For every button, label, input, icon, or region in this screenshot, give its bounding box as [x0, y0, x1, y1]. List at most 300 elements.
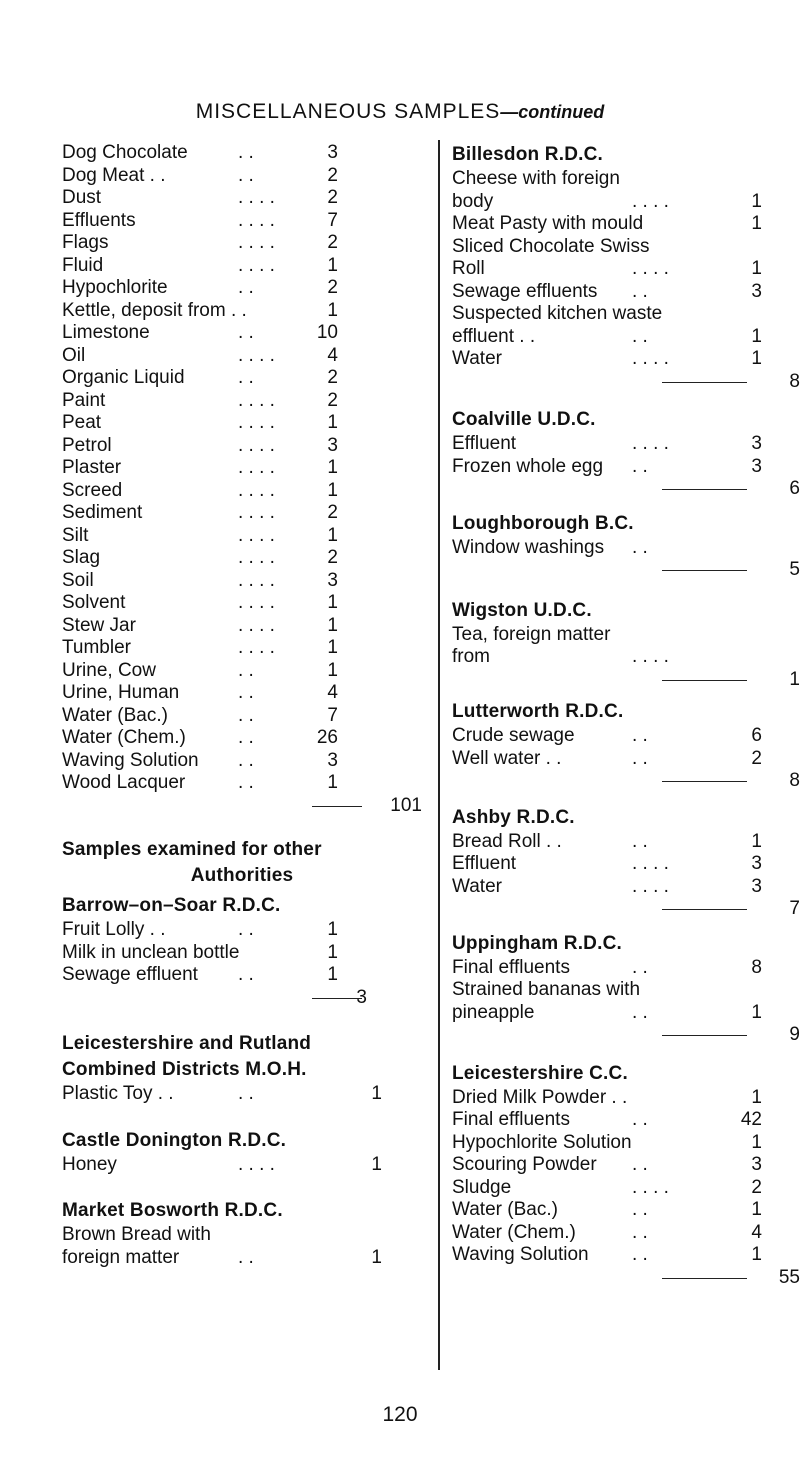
section-heading: Ashby R.D.C.	[452, 806, 575, 828]
list-item	[62, 615, 422, 638]
leader-dots: . . . .	[238, 637, 275, 658]
subtotal-rule	[662, 909, 747, 910]
column-divider	[438, 140, 440, 1370]
list-item	[452, 979, 762, 1002]
list-item	[452, 326, 762, 349]
item-count: 2	[327, 277, 338, 298]
list-item	[452, 1199, 762, 1222]
leader-dots: . .	[238, 277, 254, 298]
item-count: 2	[327, 232, 338, 253]
list-item	[452, 748, 762, 771]
spacer	[62, 817, 422, 837]
leader-dots: . . . .	[238, 592, 275, 613]
list-item	[62, 300, 422, 323]
list-item	[62, 255, 422, 278]
spacer	[452, 793, 762, 805]
leader-dots: . .	[238, 682, 254, 703]
item-count: 1	[751, 213, 762, 234]
item-count: 7	[327, 209, 338, 231]
item-count: 1	[327, 457, 338, 478]
subtotal-row	[452, 1024, 800, 1047]
item-label: Window washings	[452, 536, 605, 558]
item-label: Scouring Powder	[452, 1154, 597, 1175]
item-label: Water (Chem.)	[452, 1221, 576, 1243]
item-label: Cheese with foreign	[452, 168, 620, 189]
leader-dots: . .	[238, 964, 254, 985]
list-item	[62, 480, 422, 503]
leader-dots: . .	[238, 659, 254, 681]
item-label: Water (Chem.)	[62, 727, 186, 748]
item-count: 1	[327, 919, 338, 940]
item-count: 3	[751, 853, 762, 874]
item-count: 4	[327, 682, 338, 703]
spacer	[452, 1047, 762, 1061]
item-count: 1	[751, 258, 762, 279]
list-item	[452, 646, 762, 669]
subtotal-value: 8	[789, 370, 800, 392]
item-count: 3	[751, 280, 762, 302]
item-label: Slag	[62, 547, 101, 568]
leader-dots: . . . .	[238, 209, 275, 231]
item-label: Kettle, deposit from . .	[62, 299, 247, 321]
item-label: Meat Pasty with mould	[452, 213, 644, 234]
section-heading: Samples examined for other	[62, 839, 322, 860]
list-item	[452, 831, 762, 854]
section-heading: Barrow–on–Soar R.D.C.	[62, 895, 281, 916]
leader-dots: . .	[238, 164, 254, 186]
list-item	[62, 592, 422, 615]
subtotal-rule	[662, 382, 747, 383]
item-label: Waving Solution	[62, 749, 199, 771]
list-item	[452, 236, 762, 259]
item-label: Dust	[62, 187, 102, 208]
item-count: 1	[327, 524, 338, 546]
subtotal-value: 3	[356, 986, 367, 1008]
leader-dots: . .	[238, 1083, 254, 1104]
title-text: MISCELLANEOUS SAMPLES	[195, 100, 501, 123]
item-label: Water (Bac.)	[62, 704, 168, 726]
subtotal-row	[452, 1266, 800, 1290]
subtotal-rule	[662, 1035, 747, 1036]
spacer	[452, 393, 762, 407]
spacer	[452, 501, 762, 511]
list-item	[62, 525, 422, 548]
list-item	[452, 303, 762, 326]
item-label: Fruit Lolly . .	[62, 919, 166, 940]
subtotal-value: 5	[789, 559, 800, 580]
item-count: 1	[751, 1001, 762, 1023]
item-label: Effluent	[452, 853, 517, 874]
section-heading: Combined Districts M.O.H.	[62, 1059, 307, 1080]
list-item	[452, 348, 762, 371]
list-item	[452, 1002, 762, 1025]
item-count: 1	[327, 964, 338, 985]
list-item	[62, 232, 422, 255]
leader-dots: . .	[238, 1246, 254, 1268]
item-label: Effluents	[62, 209, 136, 231]
item-count: 1	[751, 348, 762, 369]
subtotal-row	[452, 478, 800, 501]
item-count: 26	[316, 727, 338, 748]
item-count: 1	[327, 592, 338, 613]
subtotal-value: 9	[789, 1024, 800, 1045]
spacer	[452, 691, 762, 699]
item-count: 1	[751, 1086, 762, 1108]
item-count: 2	[327, 389, 338, 411]
item-count: 1	[371, 1153, 382, 1175]
subtotal-rule	[662, 570, 747, 571]
list-item	[452, 1154, 762, 1177]
item-count: 10	[316, 322, 338, 343]
list-item	[62, 547, 422, 570]
list-item	[452, 725, 762, 748]
list-item	[452, 168, 762, 191]
list-item	[62, 367, 422, 390]
subtotal-row	[62, 795, 422, 818]
item-count: 2	[327, 164, 338, 186]
spacer	[452, 921, 762, 931]
item-count: 1	[327, 637, 338, 658]
item-label: Sludge	[452, 1176, 512, 1198]
item-label: Paint	[62, 389, 106, 411]
item-label: Roll	[452, 258, 485, 279]
subtotal-rule	[662, 1278, 747, 1279]
spacer	[62, 1009, 422, 1031]
item-label: Wood Lacquer	[62, 772, 186, 793]
item-label: Water	[452, 875, 502, 897]
leader-dots: . . . .	[238, 547, 275, 568]
section-heading: Billesdon R.D.C.	[452, 144, 603, 165]
item-label: Water (Bac.)	[452, 1199, 558, 1220]
left-column	[62, 142, 422, 1269]
subtotal-rule	[312, 806, 362, 807]
item-label: Honey	[62, 1153, 117, 1175]
section-heading: Leicestershire and Rutland	[62, 1033, 312, 1054]
item-label: Soil	[62, 569, 94, 591]
list-item	[452, 624, 762, 647]
leader-dots: . . . .	[632, 348, 669, 369]
item-label: Tumbler	[62, 637, 131, 658]
list-item	[452, 213, 762, 236]
list-item	[62, 502, 422, 525]
item-count: 1	[751, 1131, 762, 1153]
leader-dots: . .	[632, 1109, 648, 1130]
list-item	[452, 1177, 762, 1200]
subtotal-value: 8	[789, 770, 800, 791]
item-count: 1	[371, 1246, 382, 1268]
item-count: 6	[751, 725, 762, 746]
leader-dots: . .	[632, 1001, 648, 1023]
leader-dots: . .	[238, 772, 254, 793]
leader-dots: . . . .	[238, 344, 275, 366]
item-label: pineapple	[452, 1001, 535, 1023]
subtotal-row	[452, 898, 800, 921]
list-item	[452, 191, 762, 214]
item-label: Plaster	[62, 457, 122, 478]
item-count: 1	[371, 1083, 382, 1104]
list-item	[62, 412, 422, 435]
item-label: Silt	[62, 524, 89, 546]
leader-dots: . . . .	[238, 254, 275, 276]
spacer	[62, 1176, 422, 1198]
section-heading: Wigston U.D.C.	[452, 599, 592, 621]
item-label: Tea, foreign matter	[452, 623, 611, 645]
leader-dots: . . . .	[632, 853, 669, 874]
subtotal-value: 101	[390, 794, 422, 816]
leader-dots: . . . .	[238, 434, 275, 456]
list-item	[452, 1087, 762, 1110]
item-label: Sewage effluent	[62, 964, 198, 985]
item-label: Dog Meat . .	[62, 164, 166, 186]
item-label: Organic Liquid	[62, 367, 185, 388]
leader-dots: . . . .	[238, 412, 275, 433]
section-heading: Market Bosworth R.D.C.	[62, 1200, 283, 1221]
subtotal-row	[452, 559, 800, 582]
leader-dots: . .	[632, 1244, 648, 1265]
leader-dots: . .	[632, 280, 648, 302]
leader-dots: . .	[632, 536, 648, 558]
leader-dots: . . . .	[632, 1176, 669, 1198]
leader-dots: . . . .	[238, 614, 275, 636]
list-item	[62, 322, 422, 345]
leader-dots: . .	[238, 919, 254, 940]
leader-dots: . .	[632, 325, 648, 347]
leader-dots: . .	[238, 749, 254, 771]
subtotal-rule	[662, 680, 747, 681]
right-column	[452, 142, 800, 1305]
list-item	[62, 187, 422, 210]
list-item	[452, 1222, 762, 1245]
item-count: 2	[327, 367, 338, 388]
leader-dots: . . . .	[238, 232, 275, 253]
leader-dots: . . . .	[238, 479, 275, 501]
leader-dots: . . . .	[632, 258, 669, 279]
leader-dots: . .	[238, 727, 254, 748]
leader-dots: . .	[238, 367, 254, 388]
subtotal-value: 7	[789, 898, 800, 919]
list-item	[62, 682, 422, 705]
leader-dots: . . . .	[632, 190, 669, 212]
item-label: Final effluents	[452, 956, 570, 978]
list-item	[452, 957, 762, 980]
leader-dots: . . . .	[238, 389, 275, 411]
list-item	[62, 942, 422, 965]
subtotal-row	[452, 668, 800, 692]
item-label: Bread Roll . .	[452, 830, 562, 852]
list-item	[452, 853, 762, 876]
leader-dots: . .	[632, 747, 648, 769]
section-heading: Coalville U.D.C.	[452, 409, 596, 430]
item-count: 1	[327, 659, 338, 681]
list-item	[62, 210, 422, 233]
leader-dots: . .	[632, 455, 648, 477]
item-label: Milk in unclean bottle	[62, 941, 240, 963]
item-label: foreign matter	[62, 1246, 180, 1268]
item-label: Sliced Chocolate Swiss	[452, 235, 650, 257]
item-count: 1	[327, 479, 338, 501]
leader-dots: . . . .	[238, 187, 275, 208]
list-item	[62, 390, 422, 413]
item-label: Plastic Toy . .	[62, 1083, 174, 1104]
list-item	[62, 570, 422, 593]
list-item	[62, 964, 422, 987]
leader-dots: . .	[238, 322, 254, 343]
spacer	[62, 1106, 422, 1128]
item-label: Waving Solution	[452, 1244, 589, 1265]
title-continued: —continued	[500, 102, 605, 122]
item-label: Water	[452, 348, 502, 369]
item-count: 8	[751, 956, 762, 978]
item-label: Final effluents	[452, 1109, 570, 1130]
item-count: 2	[327, 502, 338, 523]
item-label: Urine, Human	[62, 682, 180, 703]
item-label: Urine, Cow	[62, 659, 156, 681]
section-heading: Uppingham R.D.C.	[452, 932, 622, 954]
item-count: 1	[751, 830, 762, 852]
leader-dots: . . . .	[632, 646, 669, 667]
list-item	[62, 705, 422, 728]
list-item	[62, 345, 422, 368]
item-label: Petrol	[62, 434, 112, 456]
item-count: 3	[751, 433, 762, 454]
item-count: 2	[751, 747, 762, 769]
item-label: Effluent	[452, 433, 517, 454]
item-count: 1	[327, 299, 338, 321]
subtotal-rule	[662, 489, 747, 490]
leader-dots: . .	[632, 830, 648, 852]
item-label: Sewage effluents	[452, 280, 598, 302]
item-label: Hypochlorite Solution	[452, 1131, 632, 1153]
list-item	[62, 772, 422, 795]
list-item	[62, 727, 422, 750]
list-item	[452, 537, 762, 560]
item-count: 1	[327, 614, 338, 636]
subtotal-rule	[662, 781, 747, 782]
item-count: 7	[327, 704, 338, 726]
leader-dots: . .	[632, 956, 648, 978]
list-item	[62, 660, 422, 683]
leader-dots: . . . .	[632, 433, 669, 454]
list-item	[62, 1083, 422, 1106]
list-item	[62, 165, 422, 188]
list-item	[452, 456, 762, 479]
item-count: 1	[751, 1199, 762, 1220]
item-count: 42	[740, 1109, 762, 1130]
list-item	[62, 1247, 422, 1270]
item-label: Frozen whole egg	[452, 455, 604, 477]
item-label: Peat	[62, 412, 102, 433]
item-label: Strained bananas with	[452, 979, 641, 1000]
section-heading: Leicestershire C.C.	[452, 1062, 628, 1084]
item-count: 1	[327, 772, 338, 793]
item-label: Stew Jar	[62, 614, 136, 636]
item-label: body	[452, 190, 494, 212]
list-item	[62, 1224, 422, 1247]
subtotal-row	[62, 987, 422, 1010]
item-label: Solvent	[62, 592, 126, 613]
item-label: Oil	[62, 344, 86, 366]
item-count: 4	[751, 1221, 762, 1243]
section-heading: Loughborough B.C.	[452, 512, 634, 534]
section-heading: Authorities	[190, 865, 294, 886]
leader-dots: . .	[632, 725, 648, 746]
leader-dots: . .	[238, 704, 254, 726]
subtotal-row	[452, 770, 800, 793]
item-label: Screed	[62, 479, 123, 501]
list-item	[452, 433, 762, 456]
item-label: Brown Bread with	[62, 1224, 211, 1245]
item-count: 3	[327, 749, 338, 771]
item-label: Well water . .	[452, 747, 562, 769]
item-count: 3	[327, 142, 338, 163]
list-item	[452, 1109, 762, 1132]
list-item	[62, 457, 422, 480]
item-label: Limestone	[62, 322, 150, 343]
item-count: 3	[751, 875, 762, 897]
list-item	[452, 876, 762, 899]
subtotal-row	[452, 370, 800, 394]
leader-dots: . . . .	[238, 502, 275, 523]
item-label: Hypochlorite	[62, 277, 168, 298]
item-label: Sediment	[62, 502, 143, 523]
item-count: 1	[751, 190, 762, 212]
subtotal-value: 6	[789, 478, 800, 499]
leader-dots: . . . .	[238, 457, 275, 478]
leader-dots: . .	[238, 142, 254, 163]
list-item	[452, 258, 762, 281]
item-count: 3	[327, 434, 338, 456]
item-label: Dog Chocolate	[62, 142, 188, 163]
item-count: 1	[327, 254, 338, 276]
spacer	[452, 1289, 762, 1305]
list-item	[452, 1132, 762, 1155]
item-count: 1	[751, 325, 762, 347]
list-item	[62, 919, 422, 942]
item-count: 2	[327, 187, 338, 208]
item-label: Fluid	[62, 254, 104, 276]
item-count: 3	[751, 1154, 762, 1175]
leader-dots: . .	[632, 1221, 648, 1243]
item-label: Suspected kitchen waste	[452, 303, 663, 324]
leader-dots: . . . .	[238, 1153, 275, 1175]
page-number: 120	[382, 1403, 418, 1426]
leader-dots: . . . .	[632, 875, 669, 897]
section-heading: Castle Donington R.D.C.	[62, 1129, 287, 1151]
page-title	[0, 100, 800, 124]
list-item	[62, 1154, 422, 1177]
item-count: 1	[327, 412, 338, 433]
list-item	[452, 1244, 762, 1267]
list-item	[62, 435, 422, 458]
item-count: 2	[751, 1176, 762, 1198]
leader-dots: . .	[632, 1154, 648, 1175]
spacer	[452, 582, 762, 598]
item-count: 2	[327, 547, 338, 568]
subtotal-value: 1	[789, 668, 800, 690]
item-count: 3	[327, 569, 338, 591]
subtotal-value: 55	[778, 1266, 800, 1288]
list-item	[62, 142, 422, 165]
list-item	[62, 277, 422, 300]
leader-dots: . .	[632, 1199, 648, 1220]
item-label: from	[452, 646, 490, 667]
item-label: effluent . .	[452, 325, 536, 347]
item-count: 3	[751, 455, 762, 477]
list-item	[452, 281, 762, 304]
item-count: 1	[327, 941, 338, 963]
item-label: Dried Milk Powder . .	[452, 1086, 628, 1108]
list-item	[62, 637, 422, 660]
